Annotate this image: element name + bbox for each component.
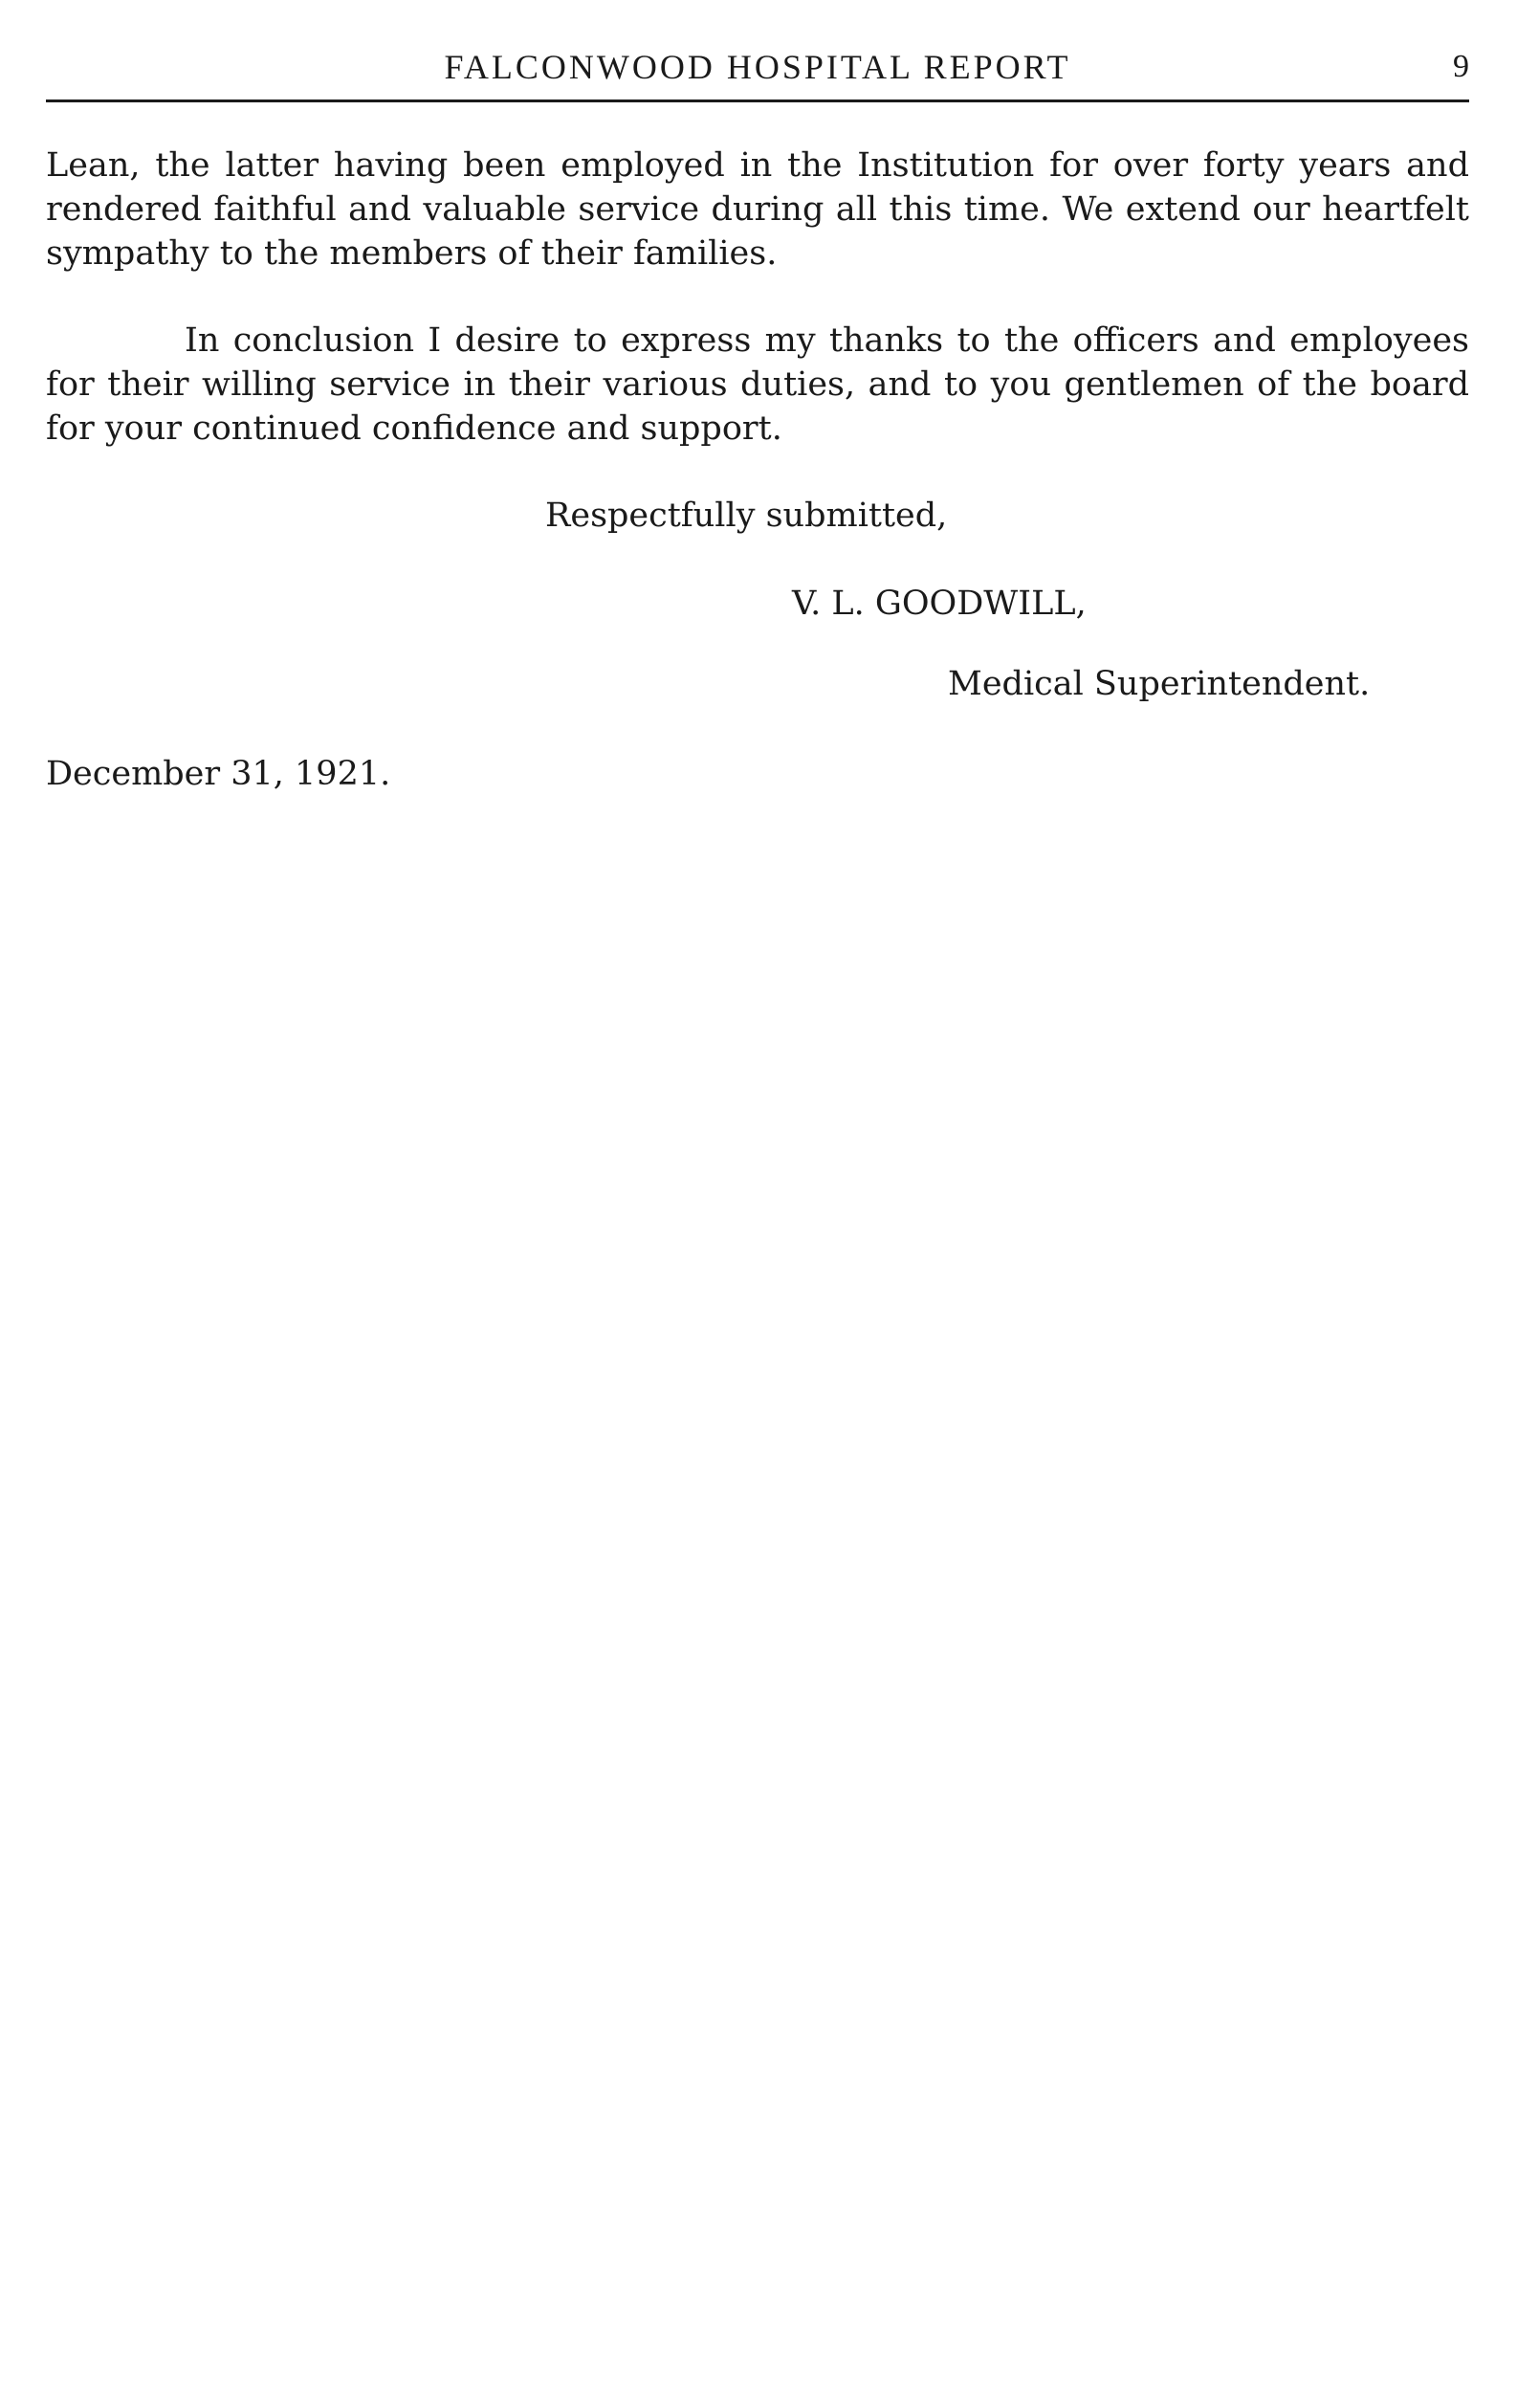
report-date: December 31, 1921. xyxy=(46,755,391,793)
running-head xyxy=(46,44,1469,90)
body-paragraph-1: Lean, the latter having been employed in the Institution for over forty years and rendered faithful and valuable service during all this time. We extend our heartfelt sympathy to the members of their families. xyxy=(46,146,1469,273)
signatory-title: Medical Superintendent. xyxy=(948,665,1371,703)
header-rule xyxy=(46,99,1469,102)
running-title: FALCONWOOD HOSPITAL REPORT xyxy=(444,48,1071,86)
closing-salutation: Respectfully submitted, xyxy=(545,497,948,535)
signatory-name: V. L. GOODWILL, xyxy=(792,585,1087,623)
page-number: 9 xyxy=(1453,49,1469,84)
body-paragraph-2: In conclusion I desire to express my thanks to the officers and employees for their willing service in their various duties, and to you gentlemen of the board for your continued confidence and support. xyxy=(46,321,1469,448)
